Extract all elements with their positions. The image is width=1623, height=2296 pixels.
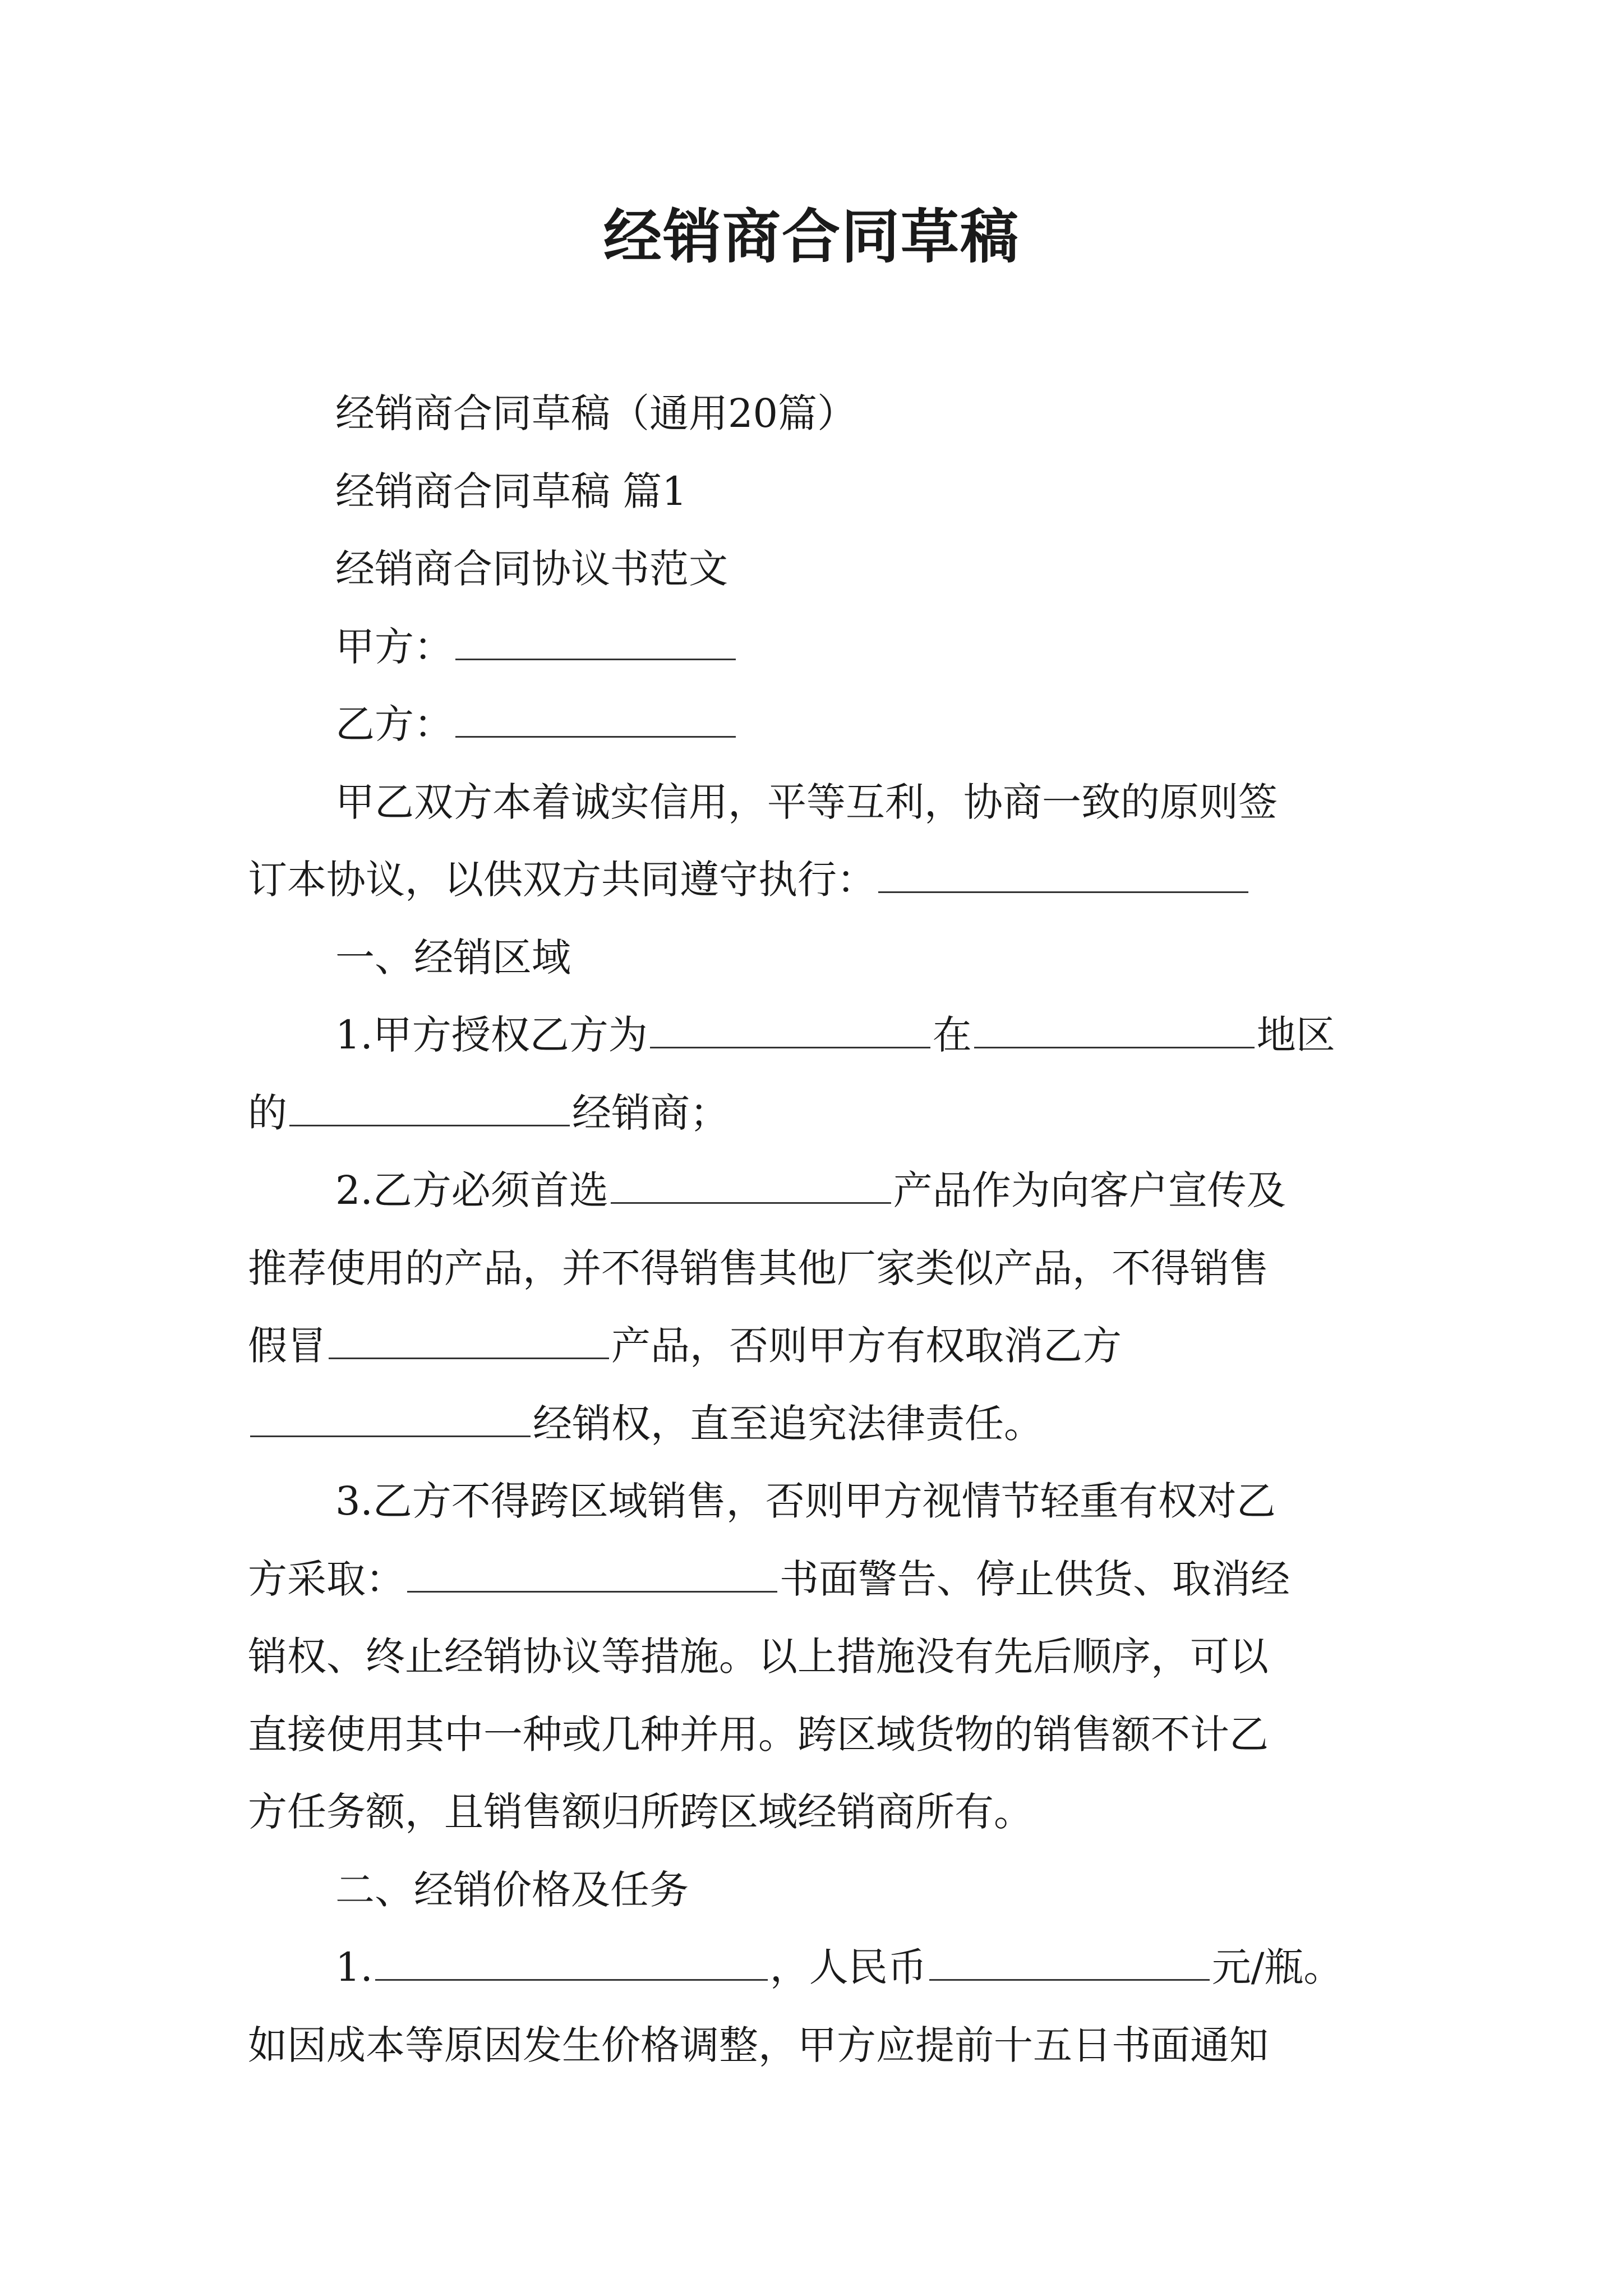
document-body bbox=[248, 375, 1375, 2084]
paragraph-line: 推荐使用的产品，并不得销售其他厂家类似产品，不得销售 bbox=[248, 1245, 1269, 1291]
clause-text: 假冒 bbox=[248, 1323, 326, 1369]
clause-text: 1. bbox=[335, 1944, 373, 1990]
clause-text: 经销权，直至追究法律责任。 bbox=[533, 1400, 1043, 1447]
clause-blank bbox=[974, 1013, 1255, 1048]
clause-text: 地区 bbox=[1256, 1012, 1335, 1058]
paragraph-line: 如因成本等原因发生价格调整，甲方应提前十五日书面通知 bbox=[248, 2022, 1269, 2068]
paragraph-line: 方任务额，且销售额归所跨区域经销商所有。 bbox=[248, 1789, 1033, 1835]
clause-blank bbox=[611, 1168, 891, 1204]
party-a-line bbox=[248, 608, 1375, 686]
clause-text: 在 bbox=[932, 1012, 972, 1058]
intro-blank bbox=[878, 858, 1248, 893]
clause-blank bbox=[650, 1013, 930, 1048]
clause-blank bbox=[407, 1557, 777, 1593]
party-a-blank bbox=[455, 625, 736, 660]
clause-text: 产品，否则甲方有权取消乙方 bbox=[611, 1323, 1122, 1369]
clause-line bbox=[248, 1385, 1375, 1463]
party-a-label: 甲方： bbox=[335, 623, 453, 670]
page-title: 经销商合同草稿 bbox=[603, 202, 1020, 271]
clause-text: 书面警告、停止供货、取消经 bbox=[780, 1556, 1290, 1602]
paragraph-line bbox=[248, 841, 1375, 919]
clause-text: 方采取： bbox=[248, 1556, 405, 1602]
clause-line bbox=[248, 1307, 1375, 1385]
clause-text: 1.甲方授权乙方为 bbox=[335, 1012, 648, 1058]
paragraph-line: 经销商合同草稿 篇1 bbox=[335, 468, 687, 514]
clause-line bbox=[248, 1540, 1375, 1618]
paragraph-line: 销权、终止经销协议等措施。以上措施没有先后顺序，可以 bbox=[248, 1634, 1269, 1680]
section-heading: 二、经销价格及任务 bbox=[335, 1866, 689, 1913]
clause-blank bbox=[929, 1945, 1210, 1981]
paragraph-line: 3.乙方不得跨区域销售，否则甲方视情节轻重有权对乙 bbox=[335, 1478, 1276, 1524]
clause-blank bbox=[329, 1324, 609, 1359]
party-b-label: 乙方： bbox=[335, 701, 453, 747]
paragraph-line: 经销商合同草稿（通用20篇） bbox=[335, 390, 857, 436]
clause-blank bbox=[375, 1945, 768, 1981]
paragraph-line: 甲乙双方本着诚实信用，平等互利，协商一致的原则签 bbox=[335, 779, 1278, 825]
clause-text: 经销商； bbox=[572, 1089, 729, 1136]
section-heading: 一、经销区域 bbox=[335, 934, 571, 981]
clause-line bbox=[248, 1152, 1375, 1230]
party-b-line bbox=[248, 685, 1375, 763]
clause-line bbox=[248, 1074, 1375, 1152]
paragraph-line: 直接使用其中一种或几种并用。跨区域货物的销售额不计乙 bbox=[248, 1711, 1269, 1757]
clause-text: 元/瓶。 bbox=[1211, 1944, 1343, 1990]
clause-text: 2.乙方必须首选 bbox=[335, 1167, 608, 1213]
party-b-blank bbox=[455, 702, 736, 738]
intro-text: 订本协议，以供双方共同遵守执行： bbox=[248, 857, 876, 903]
clause-line bbox=[248, 1929, 1375, 2007]
clause-line bbox=[248, 996, 1375, 1074]
clause-blank bbox=[289, 1091, 570, 1126]
paragraph-line: 经销商合同协议书范文 bbox=[335, 546, 728, 592]
clause-text: ，人民币 bbox=[769, 1944, 927, 1990]
clause-text: 产品作为向客户宣传及 bbox=[893, 1167, 1286, 1213]
clause-text: 的 bbox=[248, 1089, 287, 1136]
clause-blank bbox=[250, 1402, 531, 1437]
